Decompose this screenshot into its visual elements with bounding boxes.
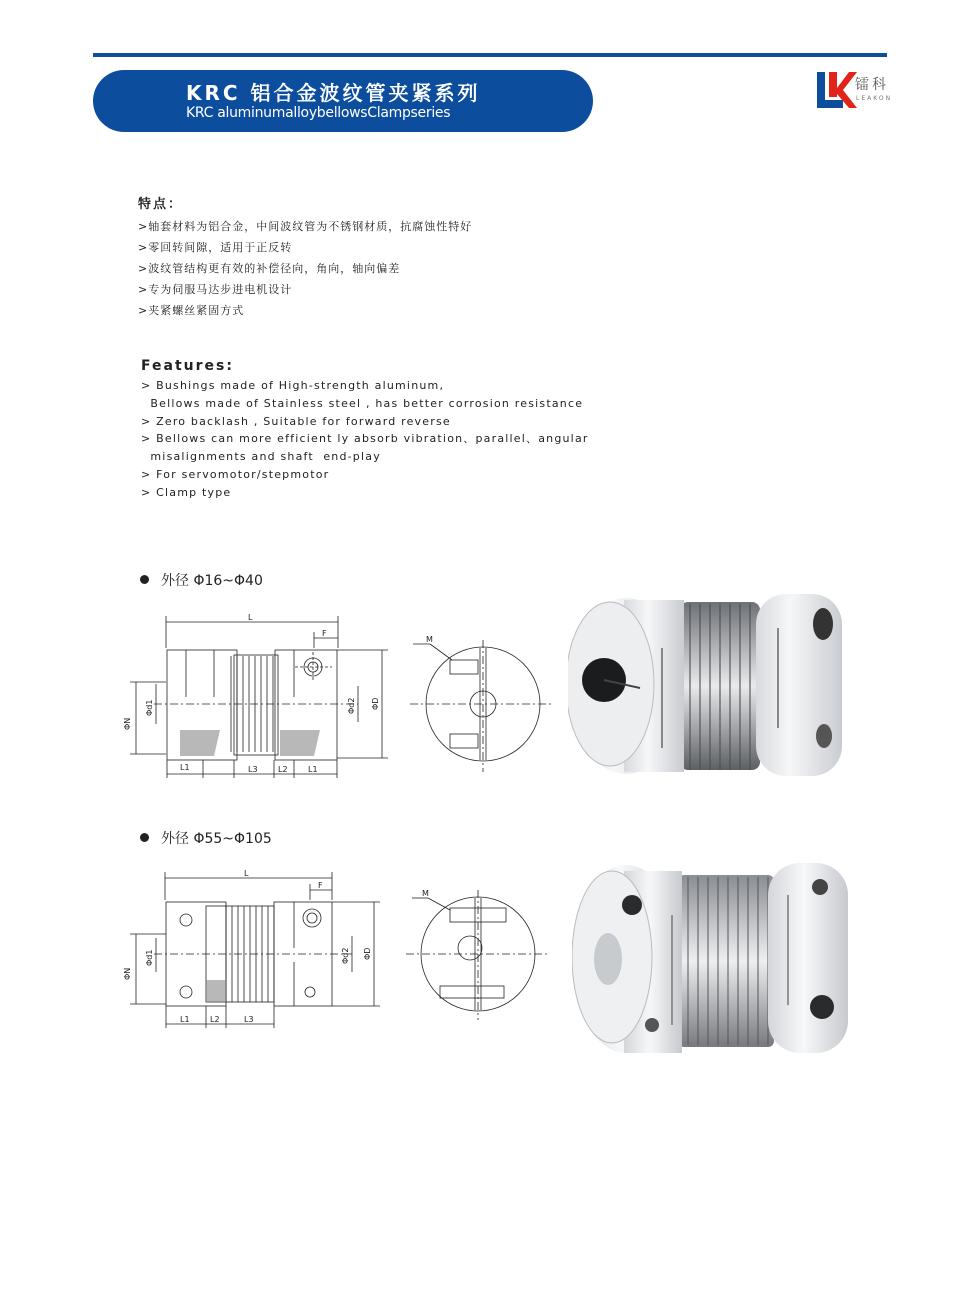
drawing-large xyxy=(110,868,560,1036)
size-range-label: 外径 Φ55~Φ105 xyxy=(140,828,272,848)
bullet-icon xyxy=(140,833,149,842)
list-item: > For servomotor/stepmotor xyxy=(141,467,330,481)
list-item: > Bushings made of High-strength aluminum, xyxy=(141,379,445,392)
dim-L1: L1 xyxy=(180,1015,190,1024)
dim-d1: Φd1 xyxy=(145,699,154,716)
dim-F: F xyxy=(322,629,327,638)
logo-text-en: LEAKON xyxy=(856,95,893,102)
dim-L: L xyxy=(244,869,249,878)
list-item: > Bellows can more efficient ly absorb vibration、parallel、angular xyxy=(141,432,589,446)
dim-d1: Φd1 xyxy=(145,949,154,966)
features-cn-list xyxy=(138,216,472,321)
list-item: >波纹管结构更有效的补偿径向，角向，轴向偏差 xyxy=(138,262,401,275)
dim-L: L xyxy=(248,613,253,622)
dim-N: ΦN xyxy=(123,967,132,980)
dim-N: ΦN xyxy=(123,717,132,730)
list-item: >零回转间隙，适用于正反转 xyxy=(138,241,293,254)
dim-L1b: L1 xyxy=(308,765,318,774)
header-rule xyxy=(93,53,887,57)
dim-d2: Φd2 xyxy=(341,947,350,964)
dim-L2: L2 xyxy=(278,765,288,774)
dim-M: M xyxy=(422,889,429,898)
drawing-small xyxy=(110,612,560,787)
page-title: KRC 铝合金波纹管夹紧系列 xyxy=(186,81,481,105)
dim-L2: L2 xyxy=(210,1015,220,1024)
list-item: Bellows made of Stainless steel , has better corrosion resistance xyxy=(141,396,584,410)
dim-D: ΦD xyxy=(371,697,380,710)
dim-D: ΦD xyxy=(363,947,372,960)
dim-L3: L3 xyxy=(248,765,258,774)
features-en-title: Features: xyxy=(141,358,234,374)
list-item: >轴套材料为铝合金，中间波纹管为不锈钢材质，抗腐蚀性特好 xyxy=(138,220,473,233)
list-item: misalignments and shaft end-play xyxy=(141,450,381,464)
features-cn-title: 特点： xyxy=(138,197,184,212)
list-item: >夹紧螺丝紧固方式 xyxy=(138,304,245,317)
dim-F: F xyxy=(318,881,323,890)
product-photo-small xyxy=(568,588,848,788)
dim-d2: Φd2 xyxy=(347,697,356,714)
dim-L1a: L1 xyxy=(180,763,190,772)
dim-M: M xyxy=(426,635,433,644)
dim-L3: L3 xyxy=(244,1015,254,1024)
bullet-icon xyxy=(140,575,149,584)
list-item: > Zero backlash , Suitable for forward reverse xyxy=(141,414,451,428)
features-en-list xyxy=(141,377,589,502)
page-subtitle: KRC aluminumalloybellowsClampseries xyxy=(186,105,451,121)
list-item: > Clamp type xyxy=(141,485,232,499)
logo-text-cn: 镭科 xyxy=(855,77,889,93)
size-range-label: 外径 Φ16~Φ40 xyxy=(140,570,263,590)
product-photo-large xyxy=(572,855,852,1060)
list-item: >专为伺服马达步进电机设计 xyxy=(138,283,293,296)
